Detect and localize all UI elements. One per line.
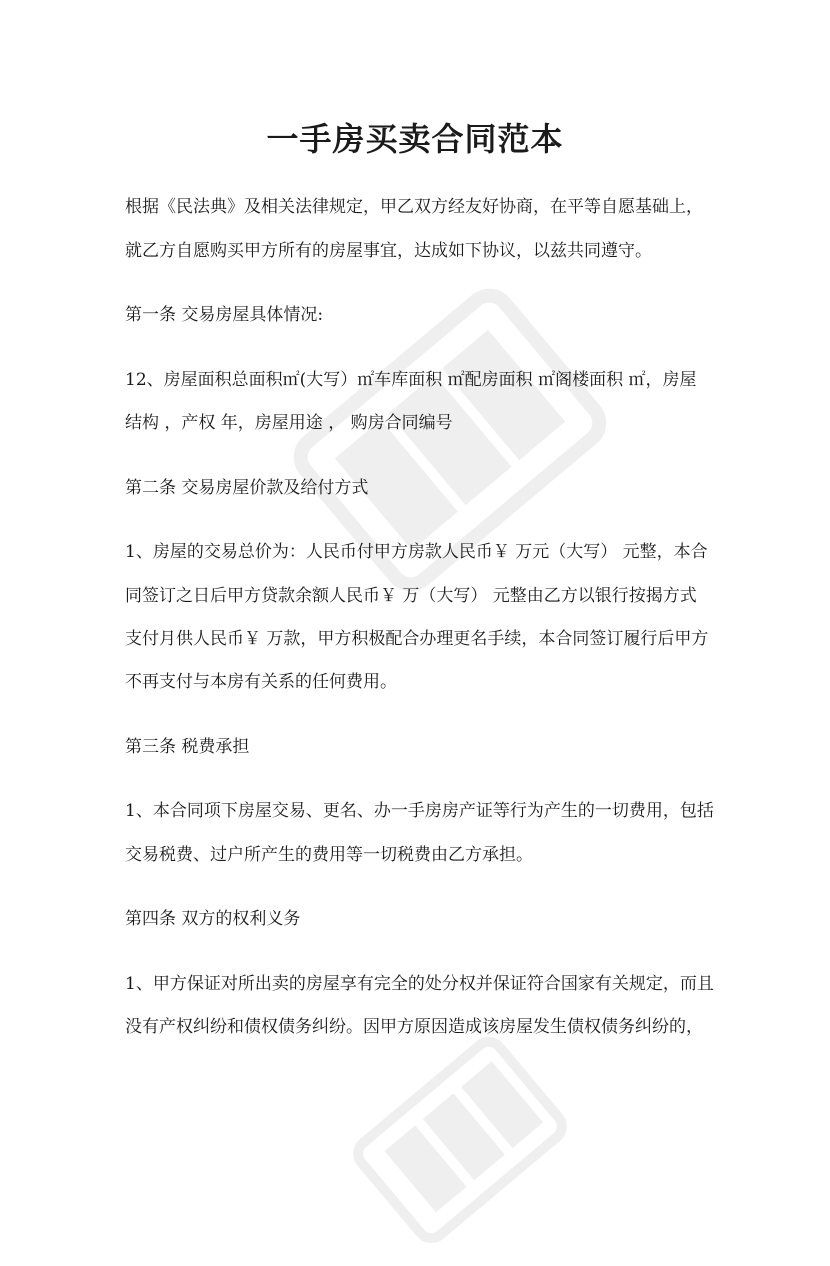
paragraph-line: 12、房屋面积总面积㎡(大写）㎡车库面积 ㎡配房面积 ㎡阁楼面积 ㎡，房屋 [125,370,697,390]
section-heading-2: 第二条 交易房屋价款及给付方式 [125,478,369,498]
paragraph-line: 就乙方自愿购买甲方所有的房屋事宜，达成如下协议，以兹共同遵守。 [125,241,652,261]
paragraph-line: 不再支付与本房有关系的任何费用。 [125,672,397,692]
document-title: 一手房买卖合同范本 [266,120,564,158]
paragraph-line: 同签订之日后甲方贷款余额人民币￥ 万（大写） 元整由乙方以银行按揭方式 [125,586,697,606]
paragraph-line: 结构 ，产权 年，房屋用途 ， 购房合同编号 [125,413,453,433]
paragraph-line: 1、本合同项下房屋交易、更名、办一手房房产证等行为产生的一切费用，包括 [125,801,714,821]
paragraph-line: 没有产权纠纷和债权债务纠纷。因甲方原因造成该房屋发生债权债务纠纷的， [125,1017,703,1037]
watermark-seal-icon-2 [332,1014,588,1265]
section-heading-1: 第一条 交易房屋具体情况: [125,305,324,325]
paragraph-line: 支付月供人民币￥ 万款，甲方积极配合办理更名手续，本合同签订履行后甲方 [125,629,709,649]
paragraph-line: 1、房屋的交易总价为：人民币付甲方房款人民币￥ 万元（大写） 元整，本合 [125,542,708,562]
paragraph-line: 交易税费、过户所产生的费用等一切税费由乙方承担。 [125,845,533,865]
section-heading-4: 第四条 双方的权利义务 [125,909,301,929]
paragraph-line: 1、甲方保证对所出卖的房屋享有完全的处分权并保证符合国家有关规定，而且 [125,974,714,994]
paragraph-line: 根据《民法典》及相关法律规定，甲乙双方经友好协商，在平等自愿基础上， [125,197,703,217]
section-heading-3: 第三条 税费承担 [125,737,250,757]
